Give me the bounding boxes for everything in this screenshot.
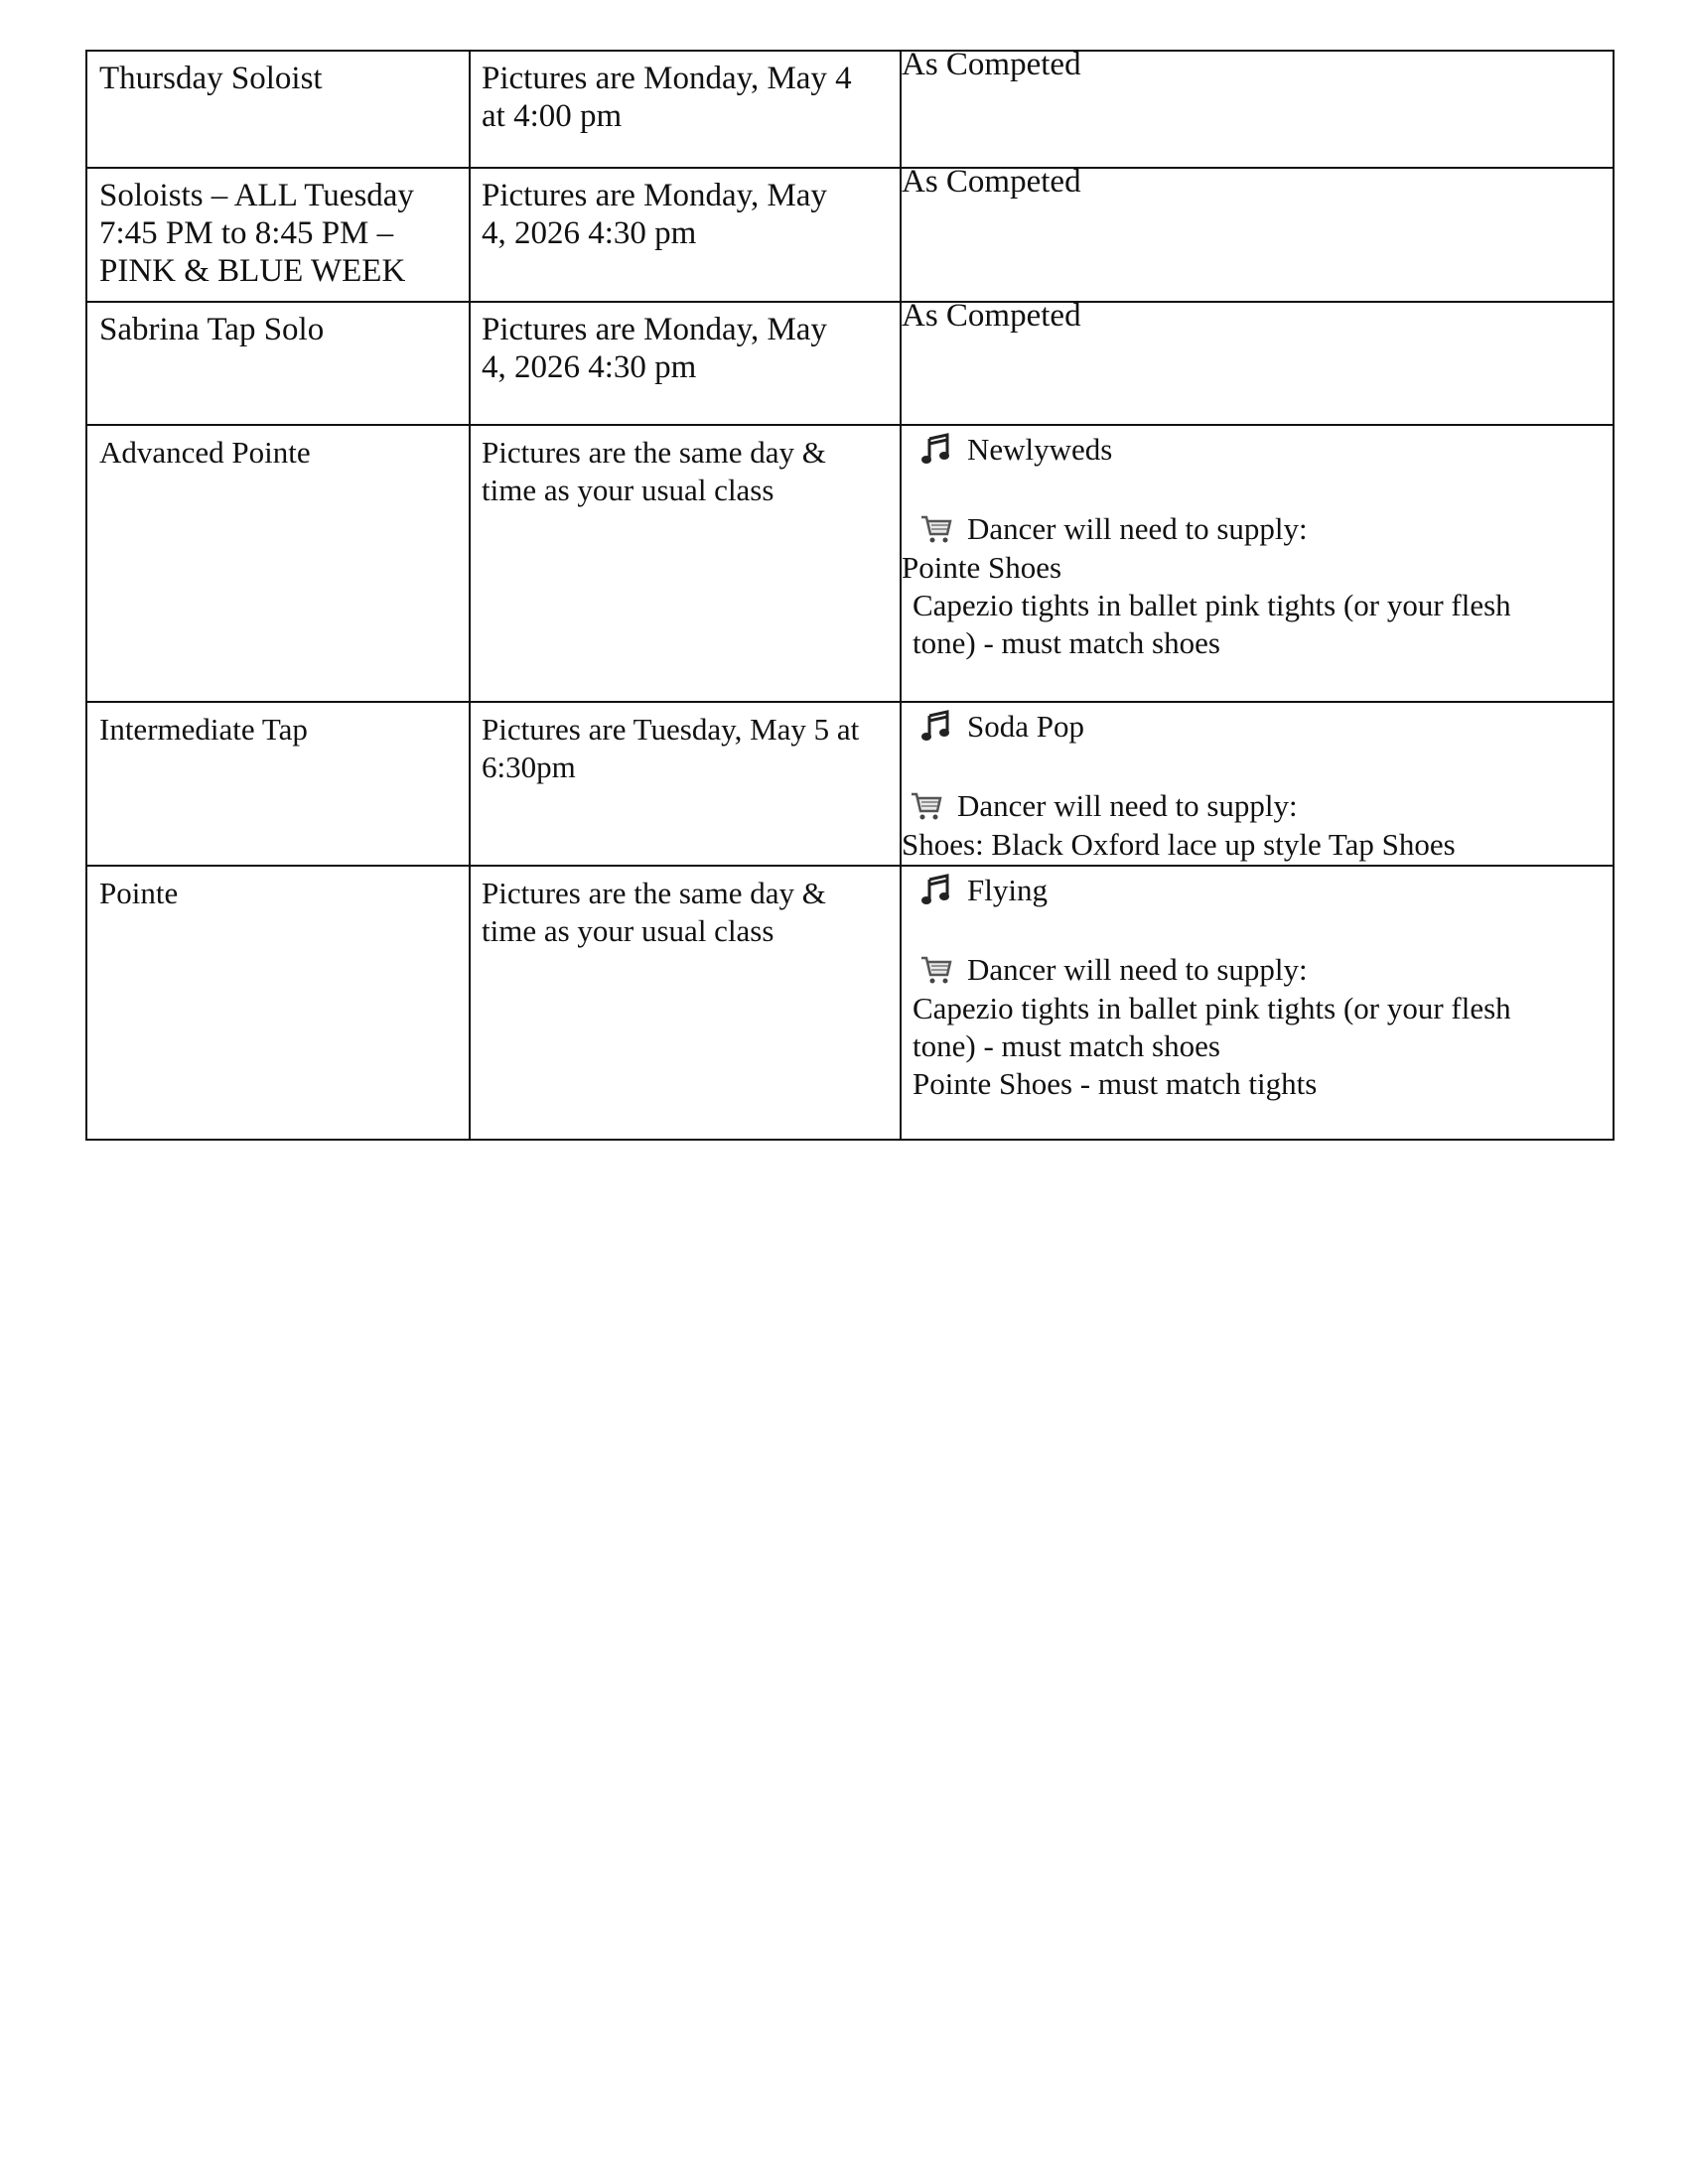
table-row <box>86 51 1614 168</box>
info-cell <box>901 298 1614 425</box>
pictures-line: Pictures are the same day & <box>482 876 826 910</box>
table-row <box>86 702 1614 866</box>
supply-item: Shoes: Black Oxford lace up style Tap Shoes <box>902 827 1456 862</box>
class-name-line: Intermediate Tap <box>99 712 308 747</box>
shopping-cart-icon <box>919 512 953 546</box>
shopping-cart-icon <box>910 789 943 823</box>
class-name-cell <box>86 425 470 702</box>
class-name-line: Sabrina Tap Solo <box>99 312 325 347</box>
supply-line <box>902 509 1607 549</box>
pictures-line: 4, 2026 4:30 pm <box>482 349 697 385</box>
pictures-cell <box>470 866 901 1140</box>
supply-item: Pointe Shoes - must match tights <box>913 1066 1318 1101</box>
pictures-cell <box>470 302 901 425</box>
pictures-line: time as your usual class <box>482 473 774 507</box>
info-cell <box>901 164 1614 302</box>
class-name-cell <box>86 866 470 1140</box>
class-name-cell <box>86 702 470 866</box>
song-line <box>902 707 1607 747</box>
supply-item: Capezio tights in ballet pink tights (or your flesh <box>913 588 1511 622</box>
pictures-cell <box>470 168 901 302</box>
document-page <box>85 47 1613 1141</box>
pictures-line: Pictures are Monday, May <box>482 178 827 213</box>
supply-label: Dancer will need to supply: <box>957 788 1298 823</box>
info-cell <box>901 47 1614 168</box>
table-row <box>86 302 1614 425</box>
song-title: Flying <box>967 873 1048 907</box>
pictures-line: Pictures are the same day & <box>482 435 826 470</box>
supply-item: tone) - must match shoes <box>913 1028 1220 1063</box>
supply-line <box>902 786 1607 826</box>
musical-notes-icon <box>919 433 953 467</box>
info-cell <box>901 702 1614 866</box>
pictures-line: 4, 2026 4:30 pm <box>482 215 697 251</box>
class-name-line: 7:45 PM to 8:45 PM – <box>99 215 394 251</box>
musical-notes-icon <box>919 874 953 907</box>
info-cell <box>901 866 1614 1140</box>
pictures-line: Pictures are Monday, May <box>482 312 827 347</box>
table-row <box>86 168 1614 302</box>
song-title: Soda Pop <box>967 709 1084 744</box>
class-name-line: PINK & BLUE WEEK <box>99 253 406 289</box>
as-competed-text: As Competed <box>902 47 1081 82</box>
table-row <box>86 866 1614 1140</box>
supply-item: Pointe Shoes <box>902 550 1062 585</box>
info-cell <box>901 425 1614 702</box>
pictures-line: 6:30pm <box>482 750 576 784</box>
as-competed-text: As Competed <box>902 298 1081 334</box>
pictures-line: time as your usual class <box>482 913 774 948</box>
supply-item: tone) - must match shoes <box>913 625 1220 660</box>
class-name-line: Advanced Pointe <box>99 435 311 470</box>
pictures-line: Pictures are Monday, May 4 <box>482 61 852 96</box>
class-name-line: Pointe <box>99 876 179 910</box>
class-name-line: Thursday Soloist <box>99 61 323 96</box>
pictures-cell <box>470 702 901 866</box>
musical-notes-icon <box>919 710 953 744</box>
class-schedule-table <box>85 47 1615 1141</box>
song-title: Newlyweds <box>967 432 1113 467</box>
supply-item: Capezio tights in ballet pink tights (or your flesh <box>913 991 1511 1025</box>
song-line <box>902 871 1607 910</box>
supply-label: Dancer will need to supply: <box>967 511 1308 546</box>
pictures-cell <box>470 425 901 702</box>
pictures-cell <box>470 51 901 168</box>
supply-label: Dancer will need to supply: <box>967 952 1308 987</box>
class-name-cell <box>86 302 470 425</box>
song-line <box>902 430 1607 470</box>
pictures-line: at 4:00 pm <box>482 98 623 134</box>
class-name-line: Soloists – ALL Tuesday <box>99 178 414 213</box>
table-row <box>86 425 1614 702</box>
class-name-cell <box>86 51 470 168</box>
pictures-line: Pictures are Tuesday, May 5 at <box>482 712 860 747</box>
supply-line <box>902 950 1607 990</box>
shopping-cart-icon <box>919 953 953 987</box>
class-name-cell <box>86 168 470 302</box>
as-competed-text: As Competed <box>902 164 1081 200</box>
